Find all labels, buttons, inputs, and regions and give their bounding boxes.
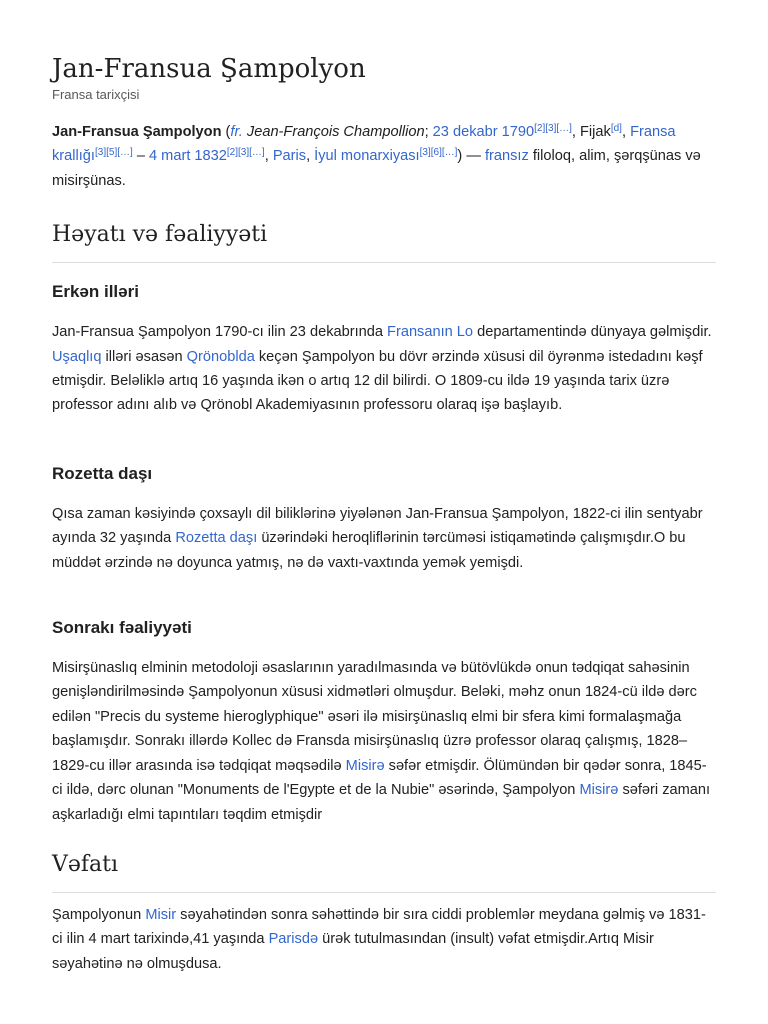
- link-monarchy[interactable]: İyul monarxiyası: [314, 148, 420, 165]
- paragraph-text: səyahətindən sonra səhəttində bir sıra ciddi problemlər meydana gəlmiş və 1831-ci ilin 4 mart tarixində,41 yaşında: [52, 906, 706, 948]
- ref-birth[interactable]: [2][3][…]: [534, 123, 572, 134]
- paragraph-text: illəri əsasən: [101, 348, 187, 365]
- ref-death[interactable]: [2][3][…]: [226, 147, 265, 159]
- paragraph-text: departamentində dünyaya gəlmişdir.: [473, 324, 712, 341]
- lead-paragraph: [52, 120, 716, 193]
- paragraph-text: Şampolyonun: [52, 906, 146, 923]
- ref-monarchy[interactable]: [3][6][…]: [419, 147, 458, 159]
- lead-text: ) —: [457, 148, 485, 165]
- link-death-date[interactable]: 4 mart 1832: [149, 148, 227, 165]
- link-fransanin-lo[interactable]: Fransanın Lo: [387, 324, 474, 341]
- paragraph-text: ürək tutulmasından (insult) vəfat etmişdir.Artıq Misir səyahətinə nə olmuşdusa.: [52, 931, 654, 972]
- page-subtitle: Fransa tarixçisi: [52, 87, 140, 102]
- paragraph-rosetta: [52, 502, 716, 575]
- paragraph-text: Jan-Fransua Şampolyon 1790-cı ilin 23 dekabrında: [52, 324, 388, 341]
- paragraph-text: Qısa zaman kəsiyində çoxsaylı dil biliklərinə yiyələnən Jan-Fransua Şampolyon, 1822-ci ilin sentyabr ayında 32 yaşında: [52, 505, 703, 547]
- lead-text: ,: [306, 148, 315, 165]
- paragraph-text: üzərindəki heroqliflərinin tərcüməsi istiqamətində çalışmışdır.O bu müddət ərzində nə doyunca yatmış, nə də vaxtı-vaxtında yemək yemişdi.: [52, 530, 686, 571]
- lead-text: , Fijak: [571, 124, 611, 140]
- link-paris[interactable]: Paris: [272, 148, 307, 165]
- lead-text: –: [132, 148, 150, 165]
- ref-d[interactable]: [d]: [610, 123, 622, 134]
- paragraph-early: [52, 320, 716, 418]
- subsection-heading-later: Sonrakı fəaliyyəti: [52, 618, 192, 638]
- paragraph-text: keçən Şampolyon bu dövr ərzində xüsusi dil öyrənmə istedadını kəşf etmişdir. Beləliklə artıq 16 yaşında ikən o artıq 12 dil bilirdi. O 1809-cu ildə 19 yaşında tarix üzrə professor adını alıb və Qrönobl Akademiyasının professoru olaraq işə başlayıb.: [52, 348, 703, 414]
- paragraph-text: səfəri zamanı aşkarladığı elmi tapıntıları təqdim etmişdir: [52, 782, 711, 823]
- lead-bold-name: Jan-Fransua Şampolyon: [52, 124, 222, 140]
- link-rozetta-dasi[interactable]: Rozetta daşı: [175, 530, 258, 547]
- link-kingdom[interactable]: Fransa krallığı: [52, 124, 676, 165]
- link-misir[interactable]: Misir: [145, 906, 177, 923]
- subsection-heading-early: Erkən illəri: [52, 282, 139, 302]
- section-heading-life: Həyatı və fəaliyyəti: [52, 221, 716, 263]
- link-french[interactable]: fransız: [484, 148, 529, 165]
- link-fr[interactable]: fr.: [230, 124, 243, 140]
- paragraph-text: səfər etmişdir. Ölümündən bir qədər sonra, 1845-ci ildə, dərc olunan "Monuments de l'Egypte et de la Nubie" əsərində, Şampolyon: [52, 757, 707, 799]
- lead-text: ;: [424, 124, 433, 140]
- link-misire-1[interactable]: Misirə: [345, 757, 385, 774]
- french-name: Jean-François Champollion: [242, 124, 425, 140]
- paragraph-text: Misirşünaslıq elminin metodoloji əsaslarının yaradılmasında və bütövlükdə onun tədqiqat sahəsinin genişləndirilməsində Şampolyonun xüsusi xidmətləri olmuşdur. Beləki, məhz onun 1824-cü ildə dərc edilən "Precis du systeme hieroglyphique" əsəri ilə misirşünaslıq elmi bir sfera kimi formalaşmağa başlamışdır. Sonrakı illərdə Kollec də Fransda misirşünaslıq üzrə professor olaraq çalışmış, 1828–1829-cu illər arasında isə tədqiqat məqsədilə: [52, 660, 697, 774]
- page-title: Jan-Fransua Şampolyon: [52, 54, 366, 84]
- link-birth-date[interactable]: 23 dekabr 1790: [432, 124, 535, 140]
- paragraph-death: [52, 903, 716, 976]
- link-usaqliq[interactable]: Uşaqlıq: [52, 348, 102, 365]
- lead-text: filoloq, alim, şərqşünas və misirşünas.: [52, 148, 701, 189]
- link-parisde[interactable]: Parisdə: [268, 931, 319, 948]
- paragraph-later: [52, 656, 716, 827]
- lead-text: ,: [264, 148, 273, 165]
- lead-text: (: [221, 124, 231, 140]
- lead-text: ,: [621, 124, 631, 140]
- ref-kingdom[interactable]: [3][5][…]: [94, 147, 133, 159]
- link-qronoblda[interactable]: Qrönoblda: [186, 348, 255, 365]
- section-heading-death: Vəfatı: [52, 851, 716, 893]
- subsection-heading-rosetta: Rozetta daşı: [52, 463, 153, 483]
- link-misire-2[interactable]: Misirə: [579, 782, 619, 799]
